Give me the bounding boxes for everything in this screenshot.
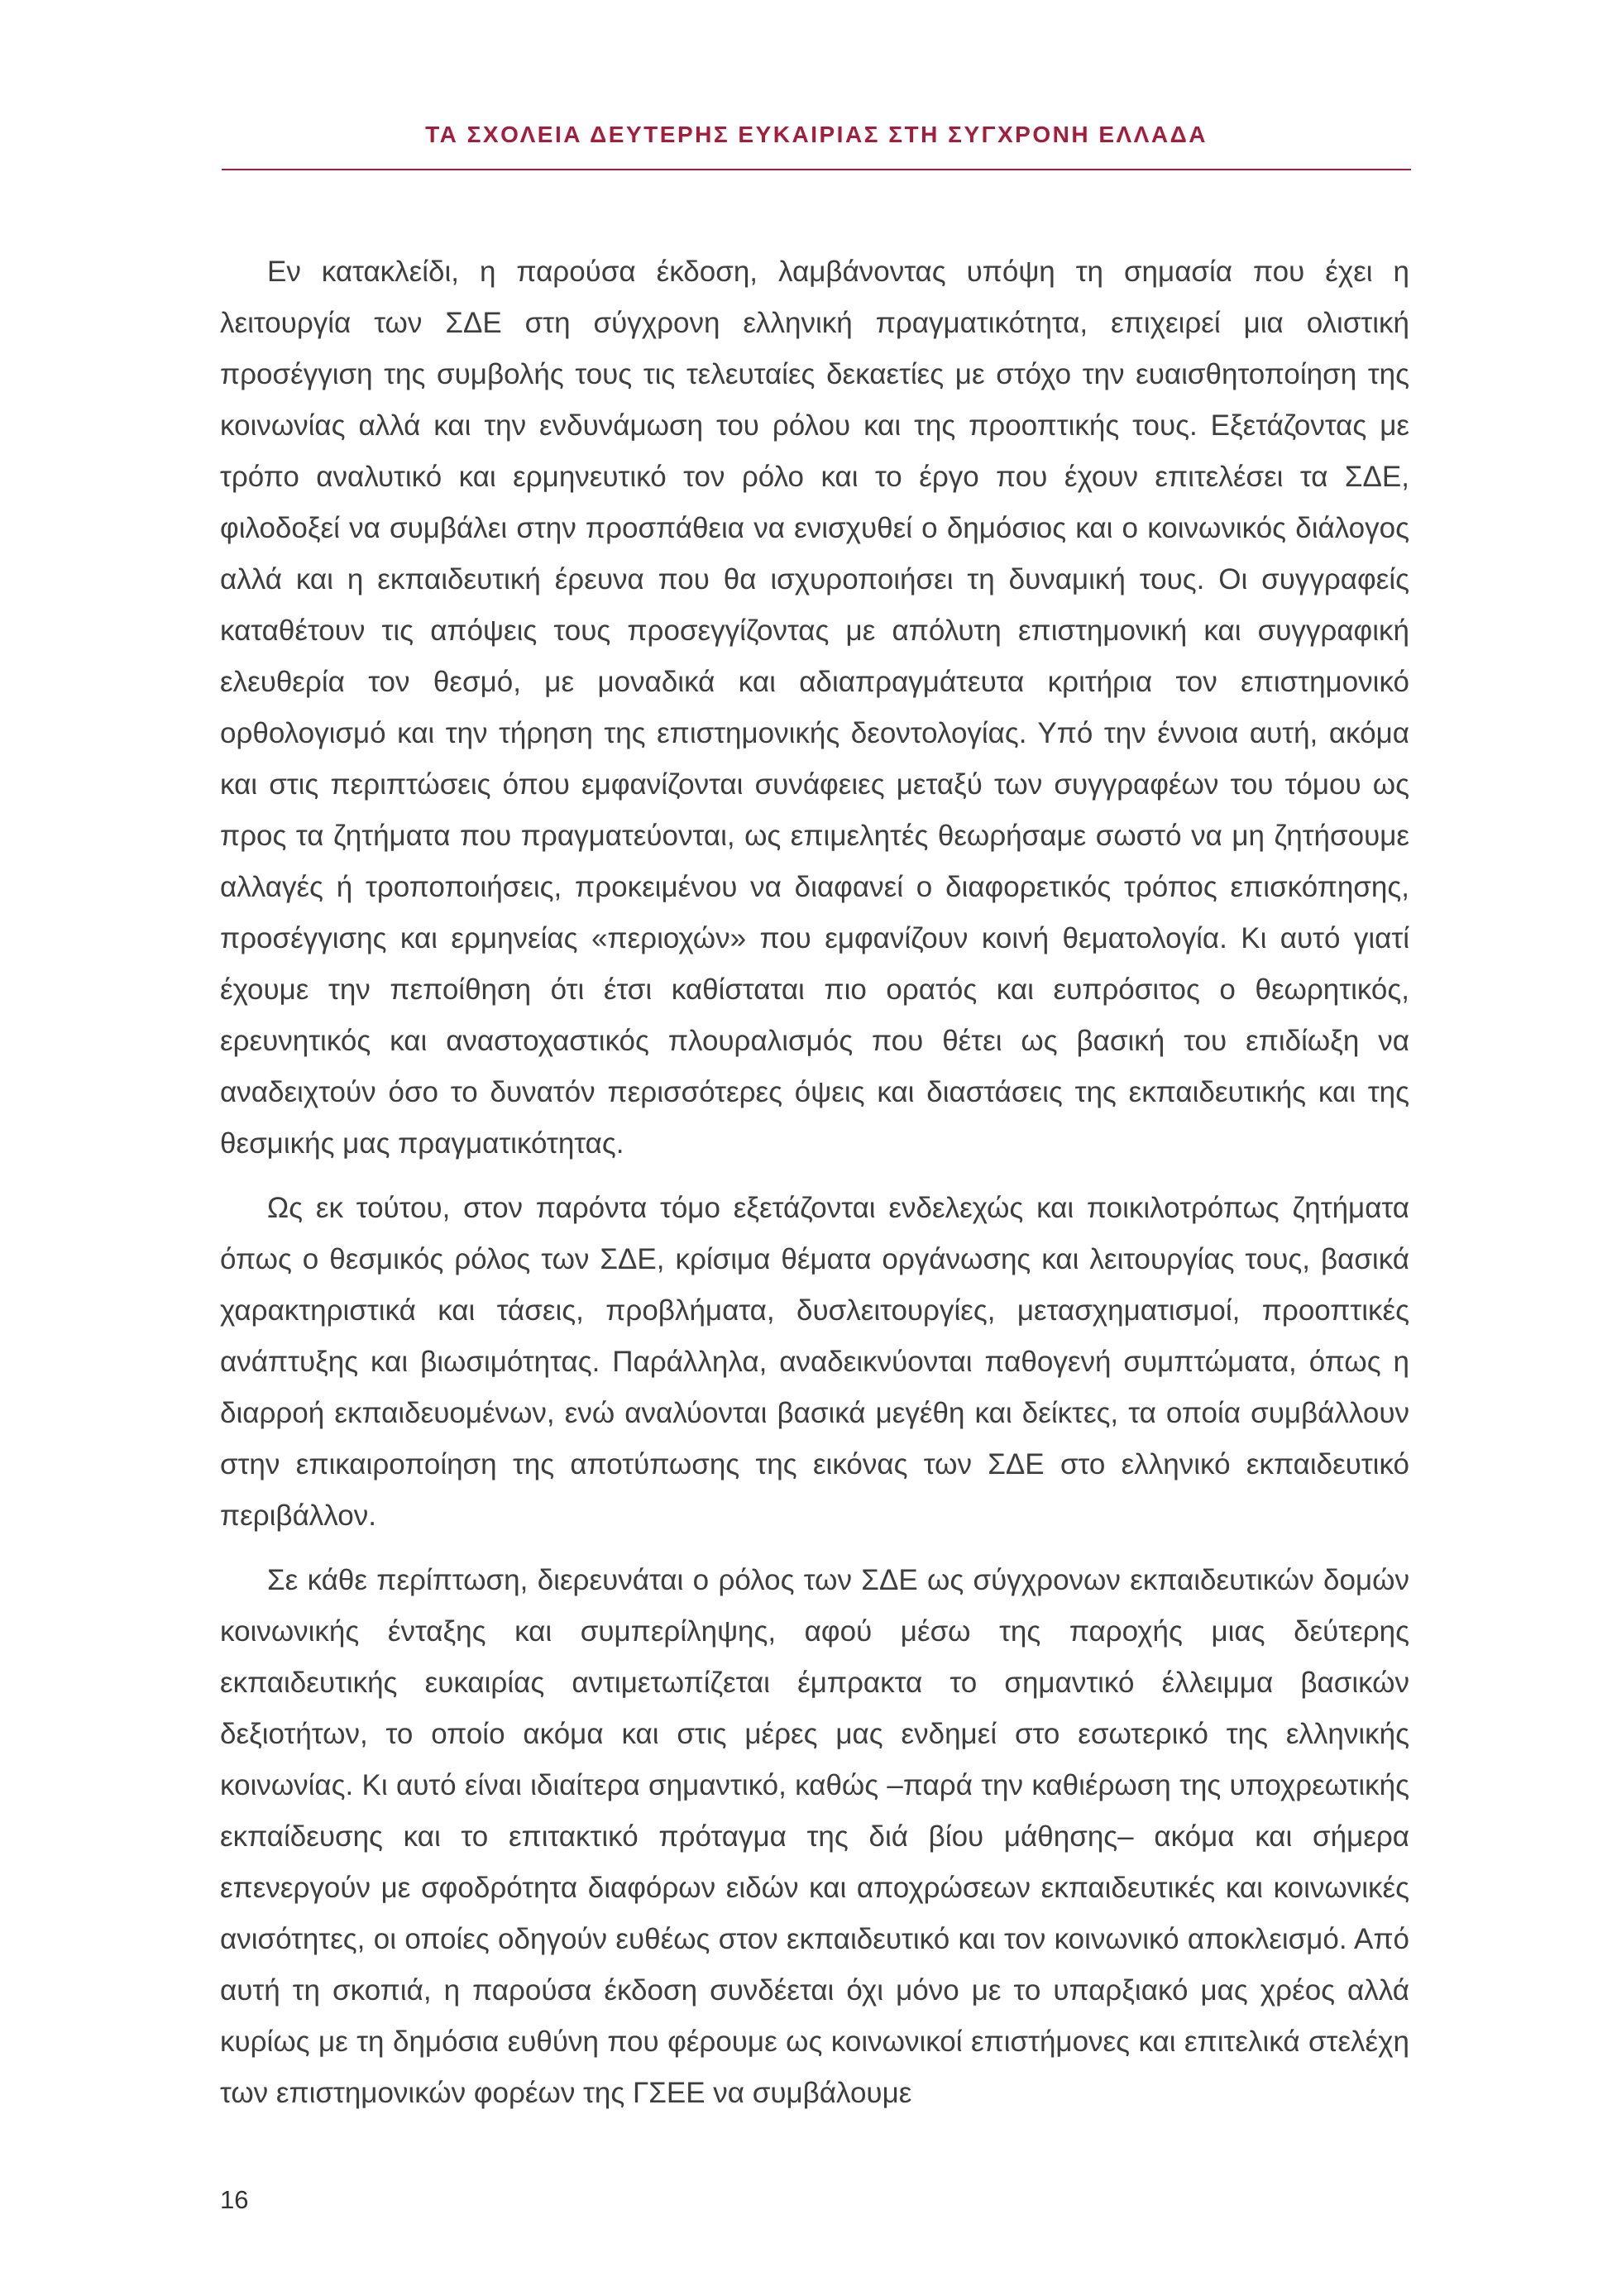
paragraph: Εν κατακλείδι, η παρούσα έκδοση, λαμβάνοντας υπόψη τη σημασία που έχει η λειτουργία των ΣΔΕ στη σύγχρονη ελληνική πραγματικότητα, επιχειρεί μια ολιστική προσέγγιση της συμβολής τους τις τελευταίες δεκαετίες με στόχο την ευαισθητοποίηση της κοινωνίας αλλά και την ενδυνάμωση του ρόλου και της προοπτικής τους. Εξετάζοντας με τρόπο αναλυτικό και ερμηνευτικό τον ρόλο και το έργο που έχουν επιτελέσει τα ΣΔΕ, φιλοδοξεί να συμβάλει στην προσπάθεια να ενισχυθεί ο δημόσιος και ο κοινωνικός διάλογος αλλά και η εκπαιδευτική έρευνα που θα ισχυροποιήσει τη δυναμική τους. Οι συγγραφείς καταθέτουν τις απόψεις τους προσεγγίζοντας με απόλυτη επιστημονική και συγγραφική ελευθερία τον θεσμό, με μοναδικά και αδιαπραγμάτευτα κριτήρια τον επιστημονικό ορθολογισμό και την τήρηση της επιστημονικής δεοντολογίας. Υπό την έννοια αυτή, ακόμα και στις περιπτώσεις όπου εμφανίζονται συνάφειες μεταξύ των συγγραφέων του τόμου ως προς τα ζητήματα που πραγματεύονται, ως επιμελητές θεωρήσαμε σωστό να μη ζητήσουμε αλλαγές ή τροποποιήσεις, προκειμένου να διαφανεί ο διαφορετικός τρόπος επισκόπησης, προσέγγισης και ερμηνείας «περιοχών» που εμφανίζουν κοινή θεματολογία. Κι αυτό γιατί έχουμε την πεποίθηση ότι έτσι καθίσταται πιο ορατός και ευπρόσιτος ο θεωρητικός, ερευνητικός και αναστοχαστικός πλουραλισμός που θέτει ως βασική του επιδίωξη να αναδειχτούν όσο το δυνατόν περισσότερες όψεις και διαστάσεις της εκπαιδευτικής και της θεσμικής μας πραγματικότητας. xyxy=(220,256,1409,1160)
running-header-title: ΤΑ ΣΧΟΛΕΙΑ ΔΕΥΤΕΡΗΣ ΕΥΚΑΙΡΙΑΣ ΣΤΗ ΣΥΓΧΡΟΝΗ ΕΛΛΑΔΑ xyxy=(425,122,1208,147)
page-header xyxy=(222,121,1411,170)
page-number: 16 xyxy=(220,2185,249,2214)
header-rule xyxy=(222,169,1411,170)
body-text-block xyxy=(220,246,1409,2119)
paragraph: Ως εκ τούτου, στον παρόντα τόμο εξετάζονται ενδελεχώς και ποικιλοτρόπως ζητήματα όπως ο θεσμικός ρόλος των ΣΔΕ, κρίσιμα θέματα οργάνωσης και λειτουργίας τους, βασικά χαρακτηριστικά και τάσεις, προβλήματα, δυσλειτουργίες, μετασχηματισμοί, προοπτικές ανάπτυξης και βιωσιμότητας. Παράλληλα, αναδεικνύονται παθογενή συμπτώματα, όπως η διαρροή εκπαιδευομένων, ενώ αναλύονται βασικά μεγέθη και δείκτες, τα οποία συμβάλλουν στην επικαιροποίηση της αποτύπωσης της εικόνας των ΣΔΕ στο ελληνικό εκπαιδευτικό περιβάλλον. xyxy=(220,1192,1409,1532)
page-footer xyxy=(220,2185,248,2215)
paragraph: Σε κάθε περίπτωση, διερευνάται ο ρόλος των ΣΔΕ ως σύγχρονων εκπαιδευτικών δομών κοινωνικής ένταξης και συμπερίληψης, αφού μέσω της παροχής μιας δεύτερης εκπαιδευτικής ευκαιρίας αντιμετωπίζεται έμπρακτα το σημαντικό έλλειμμα βασικών δεξιοτήτων, το οποίο ακόμα και στις μέρες μας ενδημεί στο εσωτερικό της ελληνικής κοινωνίας. Κι αυτό είναι ιδιαίτερα σημαντικό, καθώς –παρά την καθιέρωση της υποχρεωτικής εκπαίδευσης και το επιτακτικό πρόταγμα της διά βίου μάθησης– ακόμα και σήμερα επενεργούν με σφοδρότητα διαφόρων ειδών και αποχρώσεων εκπαιδευτικές και κοινωνικές ανισότητες, οι οποίες οδηγούν ευθέως στον εκπαιδευτικό και τον κοινωνικό αποκλεισμό. Από αυτή τη σκοπιά, η παρούσα έκδοση συνδέεται όχι μόνο με το υπαρξιακό μας χρέος αλλά κυρίως με τη δημόσια ευθύνη που φέρουμε ως κοινωνικοί επιστήμονες και επιτελικά στελέχη των επιστημονικών φορέων της ΓΣΕΕ να συμβάλουμε xyxy=(220,1564,1409,2109)
